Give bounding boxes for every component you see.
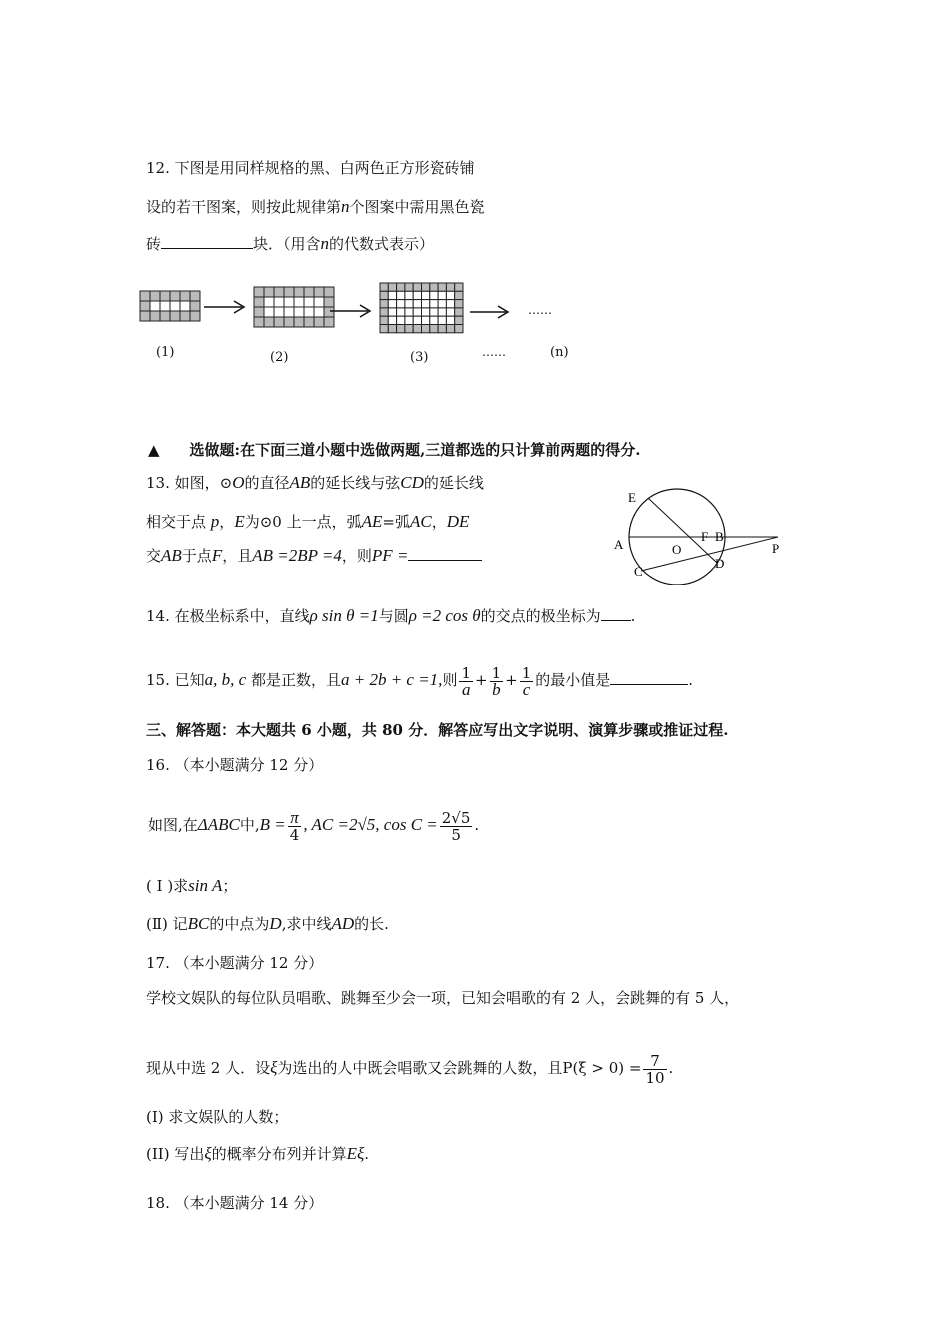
white-tile: [397, 300, 405, 308]
arrow-icon: [204, 301, 244, 313]
black-tile: [150, 311, 160, 321]
q17-part1: (I) 求文娱队的人数；: [146, 1108, 289, 1126]
black-tile: [446, 283, 454, 291]
white-tile: [388, 316, 396, 324]
white-tile: [430, 291, 438, 299]
q12-line3: 砖 块．（用含n的代数式表示）: [146, 234, 435, 253]
white-tile: [180, 301, 190, 311]
black-tile: [324, 297, 334, 307]
white-tile: [274, 297, 284, 307]
pattern-1: [140, 291, 200, 321]
black-tile: [190, 291, 200, 301]
white-tile: [413, 316, 421, 324]
white-tile: [397, 308, 405, 316]
black-tile: [190, 301, 200, 311]
white-tile: [446, 316, 454, 324]
white-tile: [405, 308, 413, 316]
q16-part2: (Ⅱ) 记BC的中点为D,求中线AD的长.: [146, 914, 389, 933]
white-tile: [160, 301, 170, 311]
q13-line1: 13. 如图，⊙O的直径AB的延长线与弦CD的延长线: [146, 473, 484, 492]
black-tile: [170, 291, 180, 301]
q12-line2: 设的若干图案，则按此规律第n个图案中需用黑色瓷: [146, 197, 485, 216]
white-tile: [422, 308, 430, 316]
black-tile: [430, 325, 438, 333]
fig-label-C: C: [634, 564, 643, 579]
white-tile: [422, 291, 430, 299]
white-tile: [388, 291, 396, 299]
black-tile: [397, 283, 405, 291]
black-tile: [455, 300, 463, 308]
black-tile: [150, 291, 160, 301]
white-tile: [413, 308, 421, 316]
arrow-icon: [470, 306, 508, 318]
black-tile: [140, 291, 150, 301]
black-tile: [405, 325, 413, 333]
white-tile: [294, 307, 304, 317]
white-tile: [446, 291, 454, 299]
q17-line2: 现从中选 2 人．设ξ为选出的人中既会唱歌又会跳舞的人数，且P(ξ > 0) = $\frac{7}{10}$ .: [146, 1051, 674, 1087]
black-tile: [438, 325, 446, 333]
black-tile: [446, 325, 454, 333]
black-tile: [180, 311, 190, 321]
black-tile: [380, 325, 388, 333]
label-dots: ……: [482, 345, 506, 359]
white-tile: [422, 300, 430, 308]
black-tile: [160, 291, 170, 301]
black-tile: [455, 308, 463, 316]
black-tile: [388, 325, 396, 333]
q17-line1: 学校文娱队的每位队员唱歌、跳舞至少会一项，已知会唱歌的有 2 人，会跳舞的有 5 人，: [146, 989, 740, 1007]
black-tile: [455, 316, 463, 324]
label-2: (2): [270, 350, 289, 365]
black-tile: [324, 287, 334, 297]
tile-pattern-figure: [130, 275, 590, 375]
black-tile: [254, 297, 264, 307]
q13-line3: 交AB于点F，且AB =2BP =4，则PF =: [146, 546, 482, 566]
black-tile: [422, 325, 430, 333]
fig-label-E: E: [628, 490, 636, 505]
black-tile: [314, 287, 324, 297]
black-tile: [180, 291, 190, 301]
black-tile: [254, 317, 264, 327]
black-tile: [324, 317, 334, 327]
white-tile: [264, 297, 274, 307]
elective-heading: ▲ 选做题:在下面三道小题中选做两题,三道都选的只计算前两题的得分.: [148, 441, 641, 459]
black-tile: [274, 317, 284, 327]
black-tile: [380, 283, 388, 291]
black-tile: [274, 287, 284, 297]
white-tile: [294, 297, 304, 307]
white-tile: [446, 308, 454, 316]
white-tile: [304, 307, 314, 317]
arrow-icon: [330, 305, 370, 317]
white-tile: [314, 307, 324, 317]
q15: 15. 已知a, b, c 都是正数，且a + 2b + c =1,则 $\frac{1}{a}$ + $\frac{1}{b}$ + $\frac{1}{c}$ 的最小值是 .: [146, 663, 694, 699]
black-tile: [430, 283, 438, 291]
black-tile: [438, 283, 446, 291]
white-tile: [284, 307, 294, 317]
q13-line2: 相交于点 p，E为⊙0 上一点，弧AE=弧AC，DE: [146, 512, 470, 531]
label-n: (n): [550, 345, 569, 360]
white-tile: [397, 316, 405, 324]
black-tile: [284, 287, 294, 297]
white-tile: [446, 300, 454, 308]
white-tile: [438, 316, 446, 324]
q17-title: 17. （本小题满分 12 分）: [146, 954, 324, 972]
white-tile: [405, 300, 413, 308]
white-tile: [413, 291, 421, 299]
black-tile: [294, 317, 304, 327]
fig-label-F: F: [701, 529, 709, 544]
black-tile: [455, 325, 463, 333]
black-tile: [254, 287, 264, 297]
white-tile: [150, 301, 160, 311]
black-tile: [380, 300, 388, 308]
black-tile: [455, 283, 463, 291]
q16-part1: ( Ⅰ )求sin A；: [146, 876, 238, 895]
q12-line1: 12. 下图是用同样规格的黑、白两色正方形瓷砖铺: [146, 159, 475, 177]
black-tile: [388, 283, 396, 291]
fig-label-B: B: [715, 529, 724, 544]
fig-label-A: A: [614, 537, 624, 552]
q16-title: 16. （本小题满分 12 分）: [146, 756, 324, 774]
white-tile: [170, 301, 180, 311]
black-tile: [380, 291, 388, 299]
q18-title: 18. （本小题满分 14 分）: [146, 1194, 324, 1212]
white-tile: [405, 316, 413, 324]
white-tile: [422, 316, 430, 324]
black-tile: [160, 311, 170, 321]
black-tile: [284, 317, 294, 327]
white-tile: [430, 300, 438, 308]
black-tile: [397, 325, 405, 333]
white-tile: [438, 291, 446, 299]
white-tile: [438, 300, 446, 308]
white-tile: [388, 300, 396, 308]
section-3-heading: 三、解答题：本大题共 6 小题，共 80 分．解答应写出文字说明、演算步骤或推证过程.: [146, 721, 729, 739]
black-tile: [455, 291, 463, 299]
fig-label-P: P: [772, 541, 780, 556]
black-tile: [304, 287, 314, 297]
white-tile: [264, 307, 274, 317]
white-tile: [438, 308, 446, 316]
white-tile: [430, 308, 438, 316]
black-tile: [190, 311, 200, 321]
black-tile: [405, 283, 413, 291]
fig-label-O: O: [672, 542, 682, 557]
white-tile: [388, 308, 396, 316]
black-tile: [380, 308, 388, 316]
black-tile: [422, 283, 430, 291]
label-3: (3): [410, 350, 429, 365]
pattern-2: [254, 287, 334, 327]
label-1: (1): [156, 345, 175, 360]
black-tile: [413, 325, 421, 333]
white-tile: [274, 307, 284, 317]
white-tile: [430, 316, 438, 324]
black-tile: [264, 287, 274, 297]
white-tile: [284, 297, 294, 307]
black-tile: [254, 307, 264, 317]
white-tile: [314, 297, 324, 307]
black-tile: [140, 311, 150, 321]
black-tile: [304, 317, 314, 327]
white-tile: [413, 300, 421, 308]
line-CP: [641, 537, 778, 571]
q12-dots: ……: [528, 303, 552, 317]
black-tile: [314, 317, 324, 327]
black-tile: [294, 287, 304, 297]
fig-label-D: D: [715, 556, 725, 571]
black-tile: [324, 307, 334, 317]
white-tile: [405, 291, 413, 299]
black-tile: [413, 283, 421, 291]
pattern-3: [380, 283, 463, 333]
q16-statement: 如图,在ΔABC中,B = $\frac{\pi}{4}$ , AC =2√5, cos C = $\frac{2√5}{5}$ .: [148, 807, 480, 844]
black-tile: [140, 301, 150, 311]
q14: 14. 在极坐标系中，直线ρ sin θ =1与圆ρ =2 cos θ的交点的极坐标为 .: [146, 606, 636, 625]
black-tile: [264, 317, 274, 327]
white-tile: [397, 291, 405, 299]
black-tile: [170, 311, 180, 321]
q17-part2: (II) 写出ξ的概率分布列并计算Eξ.: [146, 1144, 370, 1163]
black-tile: [380, 316, 388, 324]
white-tile: [304, 297, 314, 307]
circle-geometry-figure: [610, 480, 790, 585]
